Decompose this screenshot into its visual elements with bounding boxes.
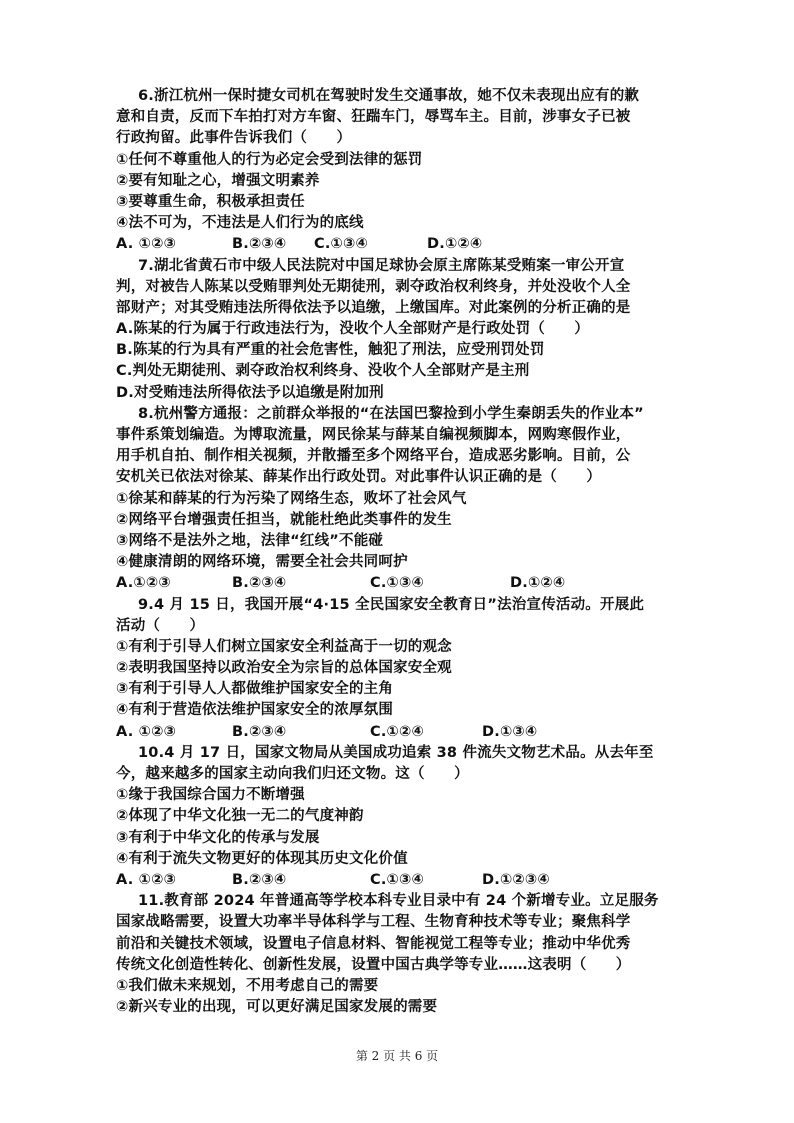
answer-choice: D.①②③④ bbox=[482, 871, 550, 888]
statement-item: D.对受贿违法所得依法予以追缴是附加刑 bbox=[116, 384, 384, 401]
answer-choice: D.①③④ bbox=[482, 723, 538, 740]
question bbox=[116, 891, 794, 1018]
answer-choice: C.①③④ bbox=[314, 236, 368, 253]
question-list bbox=[116, 86, 794, 1018]
question-stem-line: 10.4 月 17 日，国家文物局从美国成功追索 38 件流失文物艺术品。从去年至 bbox=[138, 744, 654, 761]
question-stem-line: 国家战略需要，设置大功率半导体科学与工程、生物育种技术等专业；聚焦科学 bbox=[116, 914, 631, 931]
statement-item: ①有利于引导人们树立国家安全利益高于一切的观念 bbox=[116, 638, 452, 655]
answer-choice: A. ①②③ bbox=[116, 723, 177, 740]
answer-choices bbox=[116, 870, 794, 891]
answer-choice: C.①③④ bbox=[370, 871, 424, 888]
question-stem-line: 7.湖北省黄石市中级人民法院对中国足球协会原主席陈某受贿案一审公开宣 bbox=[138, 257, 625, 274]
statement-item: ③网络不是法外之地，法律“红线”不能碰 bbox=[116, 532, 384, 549]
answer-choices bbox=[116, 722, 794, 743]
question-stem-line: 8.杭州警方通报：之前群众举报的“在法国巴黎捡到小学生秦朗丢失的作业本” bbox=[138, 405, 644, 422]
statement-item: ①任何不尊重他人的行为必定会受到法律的惩罚 bbox=[116, 151, 423, 168]
question-stem-line: 行政拘留。此事件告诉我们（ ） bbox=[116, 130, 352, 147]
statement-item: ③有利于中华文化的传承与发展 bbox=[116, 829, 320, 846]
statement-item: A.陈某的行为属于行政违法行为，没收个人全部财产是行政处罚（ ） bbox=[116, 321, 590, 338]
question-stem-line: 前沿和关键技术领域，设置电子信息材料、智能视觉工程等专业；推动中华优秀 bbox=[116, 935, 631, 952]
answer-choice: C.①②④ bbox=[370, 723, 424, 740]
answer-choice: A.①②③ bbox=[116, 575, 171, 592]
question-stem-line: 安机关已依法对徐某、薛某作出行政处罚。对此事件认识正确的是（ ） bbox=[116, 469, 602, 486]
answer-choice: D.①②④ bbox=[427, 236, 483, 253]
question-stem-line: 部财产；对其受贿违法所得依法予以追缴，上缴国库。对此案例的分析正确的是 bbox=[116, 299, 631, 316]
statement-item: ②新兴专业的出现，可以更好满足国家发展的需要 bbox=[116, 999, 438, 1016]
statement-item: ②体现了中华文化独一无二的气度神韵 bbox=[116, 808, 364, 825]
statement-item: ①徐某和薛某的行为污染了网络生态，败坏了社会风气 bbox=[116, 490, 467, 507]
statement-item: ③要尊重生命，积极承担责任 bbox=[116, 193, 305, 210]
answer-choice: A. ①②③ bbox=[116, 236, 177, 253]
question-stem-line: 11.教育部 2024 年普通高等学校本科专业目录中有 24 个新增专业。立足服务 bbox=[138, 893, 659, 910]
question-stem-line: 6.浙江杭州一保时捷女司机在驾驶时发生交通事故，她不仅未表现出应有的歉 bbox=[138, 88, 640, 104]
statement-item: B.陈某的行为具有严重的社会危害性，触犯了刑法，应受刑罚处罚 bbox=[116, 342, 545, 359]
statement-item: ①我们做未来规划，不用考虑自己的需要 bbox=[116, 977, 379, 994]
question bbox=[116, 404, 794, 595]
answer-choice: B.②③④ bbox=[232, 575, 287, 592]
answer-choices bbox=[116, 234, 794, 255]
answer-choice: D.①②④ bbox=[510, 575, 566, 592]
statement-item: ①缘于我国综合国力不断增强 bbox=[116, 787, 305, 804]
answer-choice: B.②③④ bbox=[232, 871, 287, 888]
statement-item: ③有利于引导人人都做维护国家安全的主角 bbox=[116, 681, 394, 698]
page-footer: 第 2 页 共 6 页 bbox=[355, 1049, 439, 1063]
question bbox=[116, 595, 794, 743]
statement-item: C.判处无期徒刑、剥夺政治权利终身、没收个人全部财产是主刑 bbox=[116, 363, 530, 380]
answer-choice: B.②③④ bbox=[232, 723, 287, 740]
statement-item: ④法不可为，不违法是人们行为的底线 bbox=[116, 215, 364, 232]
question-stem-line: 9.4 月 15 日，我国开展“4·15 全民国家安全教育日”法治宣传活动。开展此 bbox=[138, 596, 645, 613]
statement-item: ④有利于流失文物更好的体现其历史文化价值 bbox=[116, 850, 408, 867]
question bbox=[116, 256, 794, 404]
answer-choice: A. ①②③ bbox=[116, 871, 177, 888]
question bbox=[116, 743, 794, 891]
question-stem-line: 事件系策划编造。为博取流量，网民徐某与薛某自编视频脚本，网购寒假作业， bbox=[116, 427, 631, 443]
statement-item: ④健康清朗的网络环境，需要全社会共同呵护 bbox=[116, 554, 408, 571]
question-stem-line: 传统文化创造性转化、创新性发展，设置中国古典学等专业……这表明（ ） bbox=[116, 956, 631, 973]
question-stem-line: 活动（ ） bbox=[116, 617, 205, 634]
statement-item: ④有利于营造依法维护国家安全的浓厚氛围 bbox=[116, 702, 394, 719]
question bbox=[116, 86, 794, 256]
question-stem-line: 今，越来越多的国家主动向我们归还文物。这（ ） bbox=[116, 766, 469, 782]
answer-choices bbox=[116, 573, 794, 594]
statement-item: ②网络平台增强责任担当，就能杜绝此类事件的发生 bbox=[116, 511, 452, 528]
statement-item: ②要有知耻之心，增强文明素养 bbox=[116, 172, 320, 189]
question-stem-line: 判，对被告人陈某以受贿罪判处无期徒刑，剥夺政治权利终身，并处没收个人全 bbox=[116, 278, 631, 295]
answer-choice: C.①③④ bbox=[370, 575, 424, 592]
question-stem-line: 意和自责，反而下车拍打对方车窗、狂踹车门，辱骂车主。目前，涉事女子已被 bbox=[116, 109, 631, 126]
question-stem-line: 用手机自拍、制作相关视频，并散播至多个网络平台，造成恶劣影响。目前，公 bbox=[116, 448, 631, 465]
statement-item: ②表明我国坚持以政治安全为宗旨的总体国家安全观 bbox=[116, 660, 452, 677]
answer-choice: B.②③④ bbox=[232, 236, 287, 253]
